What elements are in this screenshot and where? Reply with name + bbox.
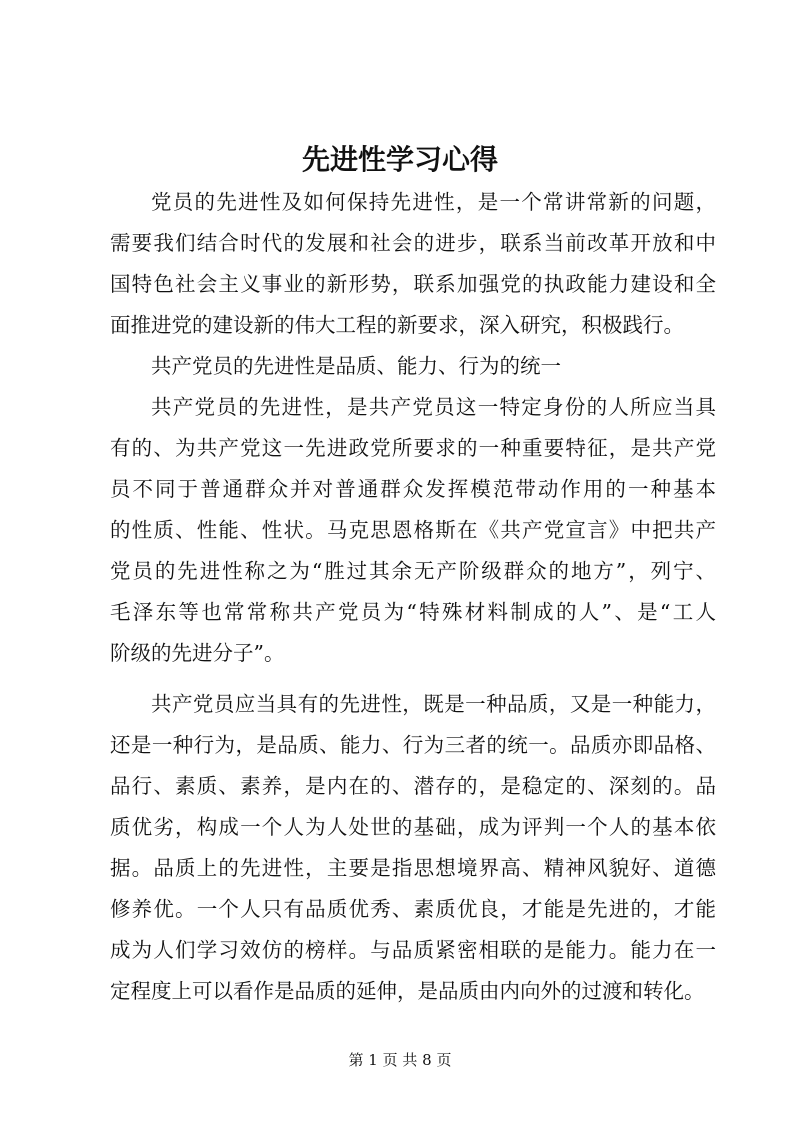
section-heading-text: 共产党员的先进性是品质、能力、行为的统一 — [151, 354, 561, 378]
paragraph-line: 质优劣，构成一个人为人处世的基础，成为评判一个人的基本依 — [110, 815, 716, 839]
paragraph-line: 成为人们学习效仿的榜样。与品质紧密相联的是能力。能力在一 — [110, 938, 716, 962]
paragraph-line: 需要我们结合时代的发展和社会的进步，联系当前改革开放和中 — [110, 231, 716, 255]
paragraph-line: 定程度上可以看作是品质的延伸，是品质由内向外的过渡和转化。 — [110, 979, 705, 1003]
paragraph-gap — [110, 674, 716, 684]
paragraph-line: 党员的先进性及如何保持先进性，是一个常讲常新的问题， — [151, 190, 716, 214]
paragraph-line: 还是一种行为，是品质、能力、行为三者的统一。品质亦即品格、 — [110, 733, 716, 757]
paragraph-line: 面推进党的建设新的伟大工程的新要求，深入研究，积极践行。 — [110, 313, 684, 337]
paragraph-line: 毛泽东等也常常称共产党员为“特殊材料制成的人”、是“工人 — [110, 600, 716, 624]
paragraph-line: 品行、素质、素养，是内在的、潜存的，是稳定的、深刻的。品 — [110, 774, 716, 798]
paragraph-line: 共产党员应当具有的先进性，既是一种品质，又是一种能力， — [151, 692, 716, 716]
paragraph-line: 修养优。一个人只有品质优秀、素质优良，才能是先进的，才能 — [110, 897, 716, 921]
paragraph-line: 员不同于普通群众并对普通群众发挥模范带动作用的一种基本 — [110, 477, 716, 501]
paragraph-2 — [110, 387, 716, 674]
paragraph-3 — [110, 684, 716, 1012]
document-body — [110, 182, 716, 1012]
paragraph-line: 共产党员的先进性，是共产党员这一特定身份的人所应当具 — [151, 395, 716, 419]
paragraph-line: 国特色社会主义事业的新形势，联系加强党的执政能力建设和全 — [110, 272, 716, 296]
paragraph-line: 的性质、性能、性状。马克思恩格斯在《共产党宣言》中把共产 — [110, 518, 716, 542]
paragraph-line: 党员的先进性称之为“胜过其余无产阶级群众的地方”，列宁、 — [110, 559, 716, 583]
paragraph-line: 阶级的先进分子”。 — [110, 641, 285, 665]
paragraph-1 — [110, 182, 716, 346]
document-title: 先进性学习心得 — [301, 143, 498, 176]
section-heading — [110, 346, 716, 387]
paragraph-line: 有的、为共产党这一先进政党所要求的一种重要特征，是共产党 — [110, 436, 716, 460]
paragraph-line: 据。品质上的先进性，主要是指思想境界高、精神风貌好、道德 — [110, 856, 716, 880]
page-footer: 第 1 页 共 8 页 — [348, 1051, 452, 1069]
